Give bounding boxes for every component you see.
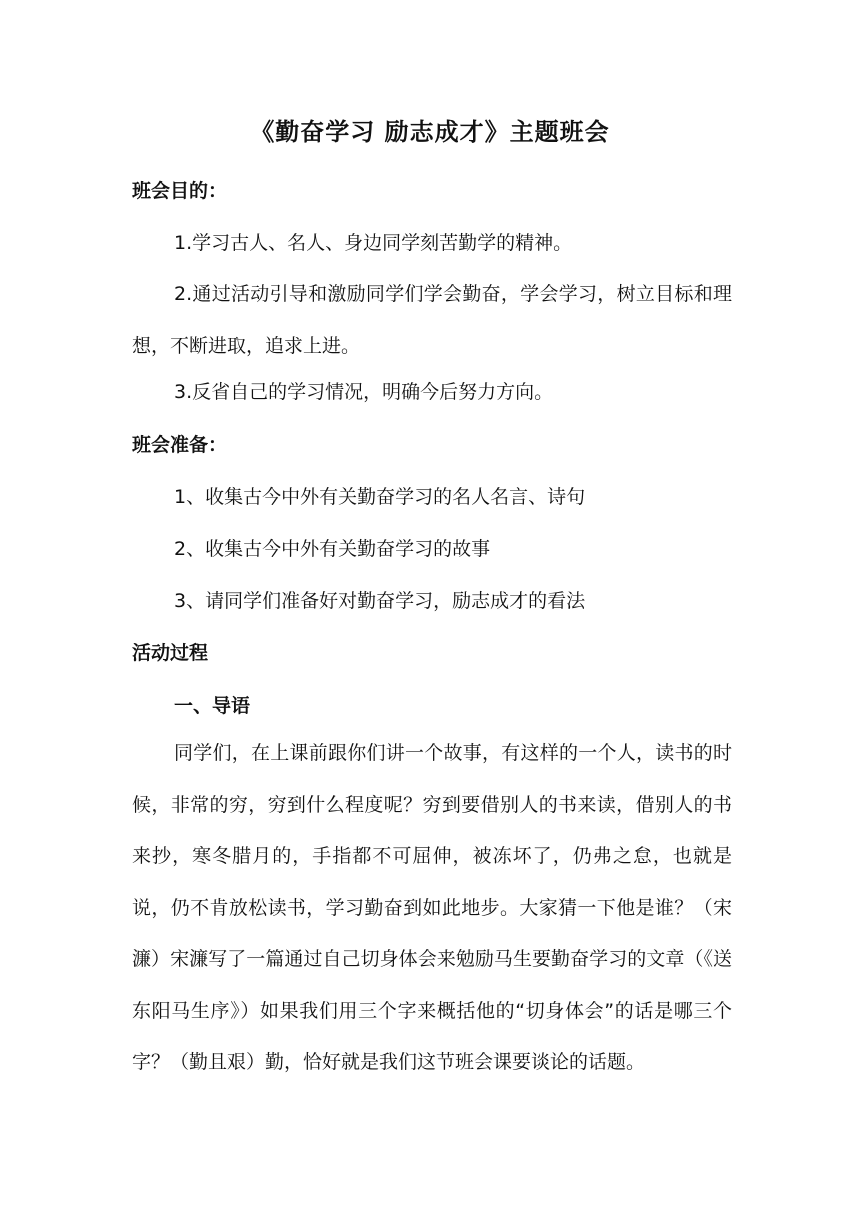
preparation-heading: 班会准备：: [132, 434, 228, 456]
preparation-item-1: 1、收集古今中外有关勤奋学习的名人名言、诗句: [174, 486, 586, 508]
document-title: 《勤奋学习 励志成才》主题班会: [250, 118, 610, 146]
preparation-item-2: 2、收集古今中外有关勤奋学习的故事: [174, 538, 491, 560]
purpose-item-1: 1.学习古人、名人、身边同学刻苦勤学的精神。: [174, 232, 573, 254]
purpose-heading: 班会目的：: [132, 180, 228, 202]
preparation-item-3: 3、请同学们准备好对勤奋学习，励志成才的看法: [174, 590, 586, 612]
purpose-item-2: 2.通过活动引导和激励同学们学会勤奋，学会学习，树立目标和理想，不断进取，追求上进。: [132, 283, 732, 357]
section-intro-heading: 一、导语: [174, 695, 251, 717]
section-intro-paragraph: 同学们，在上课前跟你们讲一个故事，有这样的一个人，读书的时候，非常的穷，穷到什么程度呢？穷到要借别人的书来读，借别人的书来抄，寒冬腊月的，手指都不可屈伸，被冻坏了，仍弗之怠，也就是说，仍不肯放松读书，学习勤奋到如此地步。大家猜一下他是谁？（宋濂）宋濂写了一篇通过自己切身体会来勉励马生要勤奋学习的文章（《送东阳马生序》）如果我们用三个字来概括他的“切身体会”的话是哪三个字？（勤且艰）勤，恰好就是我们这节班会课要谈论的话题。: [132, 742, 732, 1073]
process-heading: 活动过程: [132, 642, 209, 664]
purpose-item-3: 3.反省自己的学习情况，明确今后努力方向。: [174, 381, 554, 403]
